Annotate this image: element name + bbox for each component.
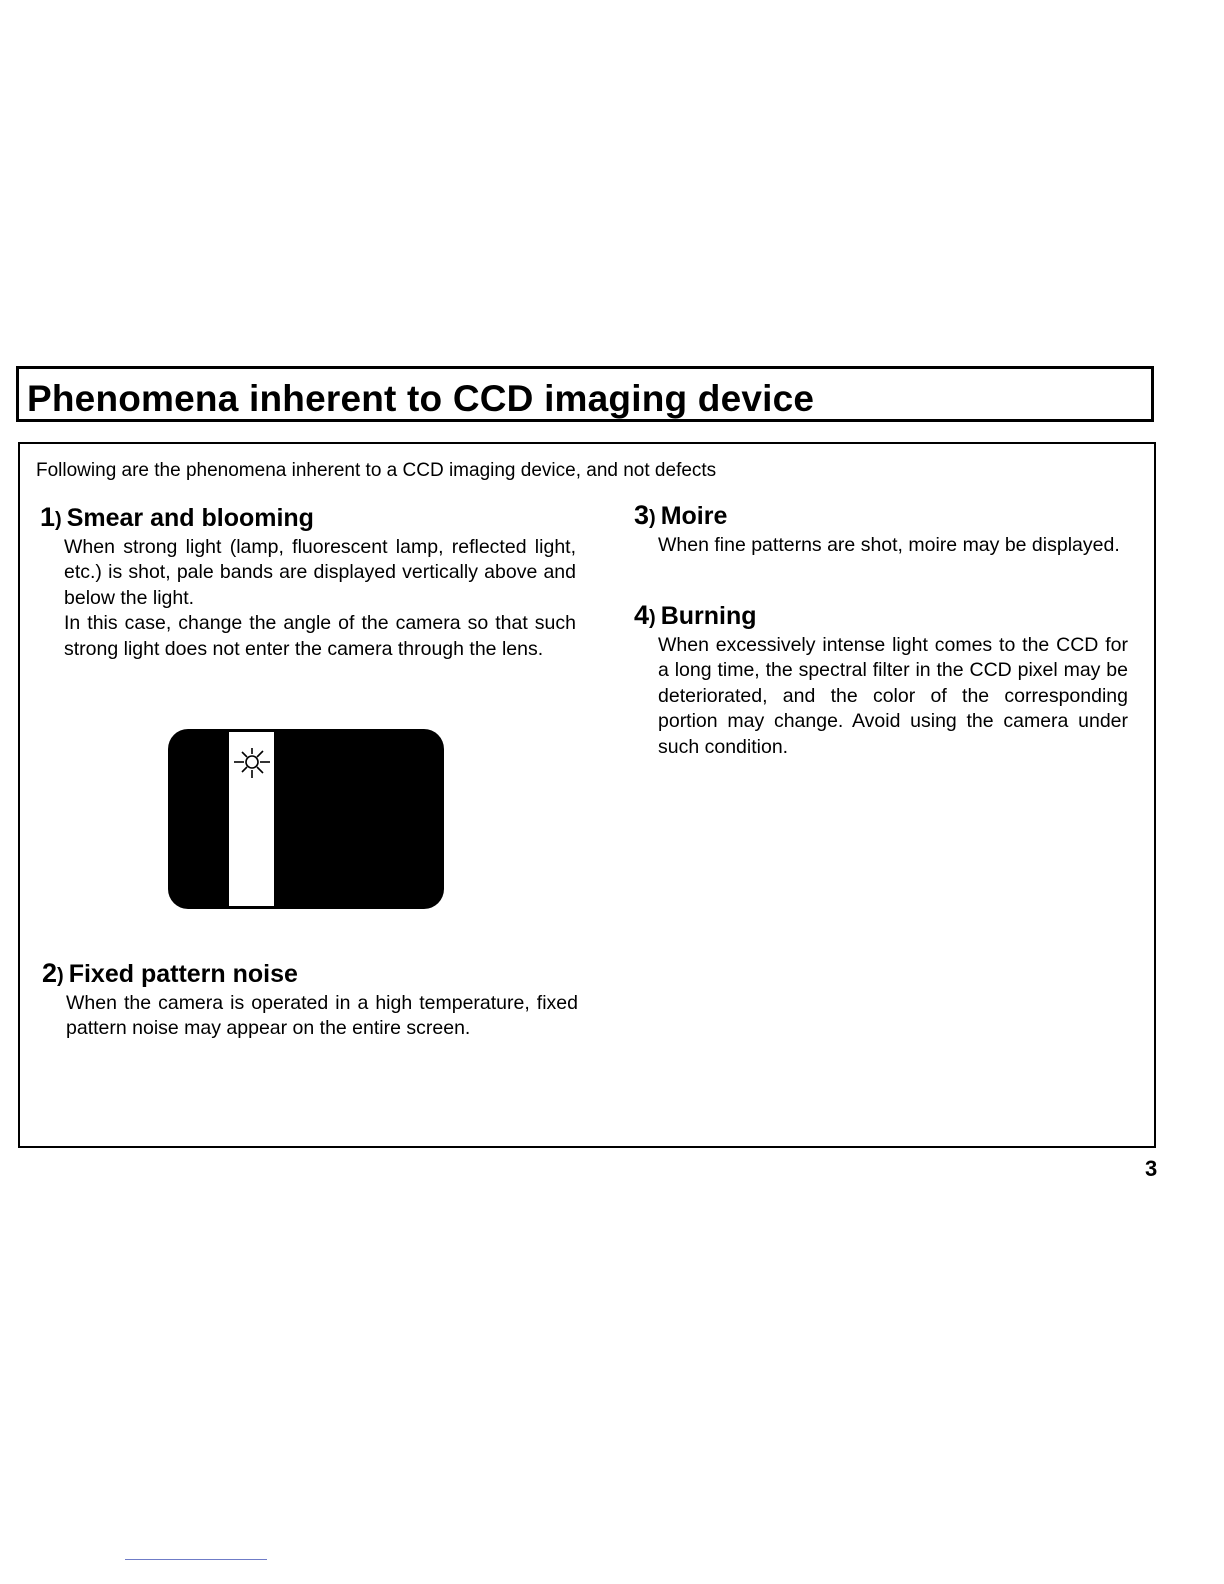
smear-illustration <box>168 729 444 909</box>
section-paren: ) <box>57 965 64 987</box>
paragraph: When fine patterns are shot, moire may be displayed. <box>658 534 1120 556</box>
smear-band <box>229 732 274 906</box>
section-title: Burning <box>660 602 757 630</box>
section-heading <box>634 600 1128 633</box>
section-paren: ) <box>649 607 656 629</box>
paragraph: In this case, change the angle of the camera so that such strong light does not enter the camera through the lens. <box>64 612 576 660</box>
section-body <box>658 633 1128 760</box>
section-number: 4 <box>634 600 650 630</box>
section-burning <box>634 600 1128 760</box>
paragraph: When the camera is operated in a high temperature, fixed pattern noise may appear on the entire screen. <box>66 992 578 1040</box>
section-number: 1 <box>40 502 56 532</box>
section-title: Fixed pattern noise <box>68 960 298 988</box>
section-body <box>658 533 1128 558</box>
footer-rule <box>125 1559 267 1560</box>
section-body <box>66 991 578 1042</box>
section-heading <box>634 500 1128 533</box>
section-paren: ) <box>55 509 62 531</box>
page-title: Phenomena inherent to CCD imaging device <box>27 378 815 419</box>
section-number: 2 <box>42 958 58 988</box>
content-box <box>18 442 1156 1148</box>
title-box <box>16 366 1154 422</box>
section-heading <box>42 958 578 991</box>
screen-shape <box>168 729 444 909</box>
paragraph: When strong light (lamp, fluorescent lamp, reflected light, etc.) is shot, pale bands are displayed vertically above and below the light. <box>64 536 576 609</box>
section-fixed-pattern-noise <box>42 958 578 1042</box>
paragraph: When excessively intense light comes to the CCD for a long time, the spectral filter in the CCD pixel may be deteriorated, and the color of the corresponding portion may change. Avoid using the camera under such condition. <box>658 634 1128 758</box>
intro-text: Following are the phenomena inherent to a CCD imaging device, and not defects <box>36 460 717 481</box>
section-number: 3 <box>634 500 650 530</box>
page-number: 3 <box>1145 1156 1158 1181</box>
section-title: Smear and blooming <box>66 504 314 532</box>
section-body <box>64 535 576 662</box>
section-moire <box>634 500 1128 558</box>
section-title: Moire <box>660 502 728 530</box>
section-heading <box>40 502 576 535</box>
section-smear-blooming <box>40 502 576 662</box>
section-paren: ) <box>649 507 656 529</box>
